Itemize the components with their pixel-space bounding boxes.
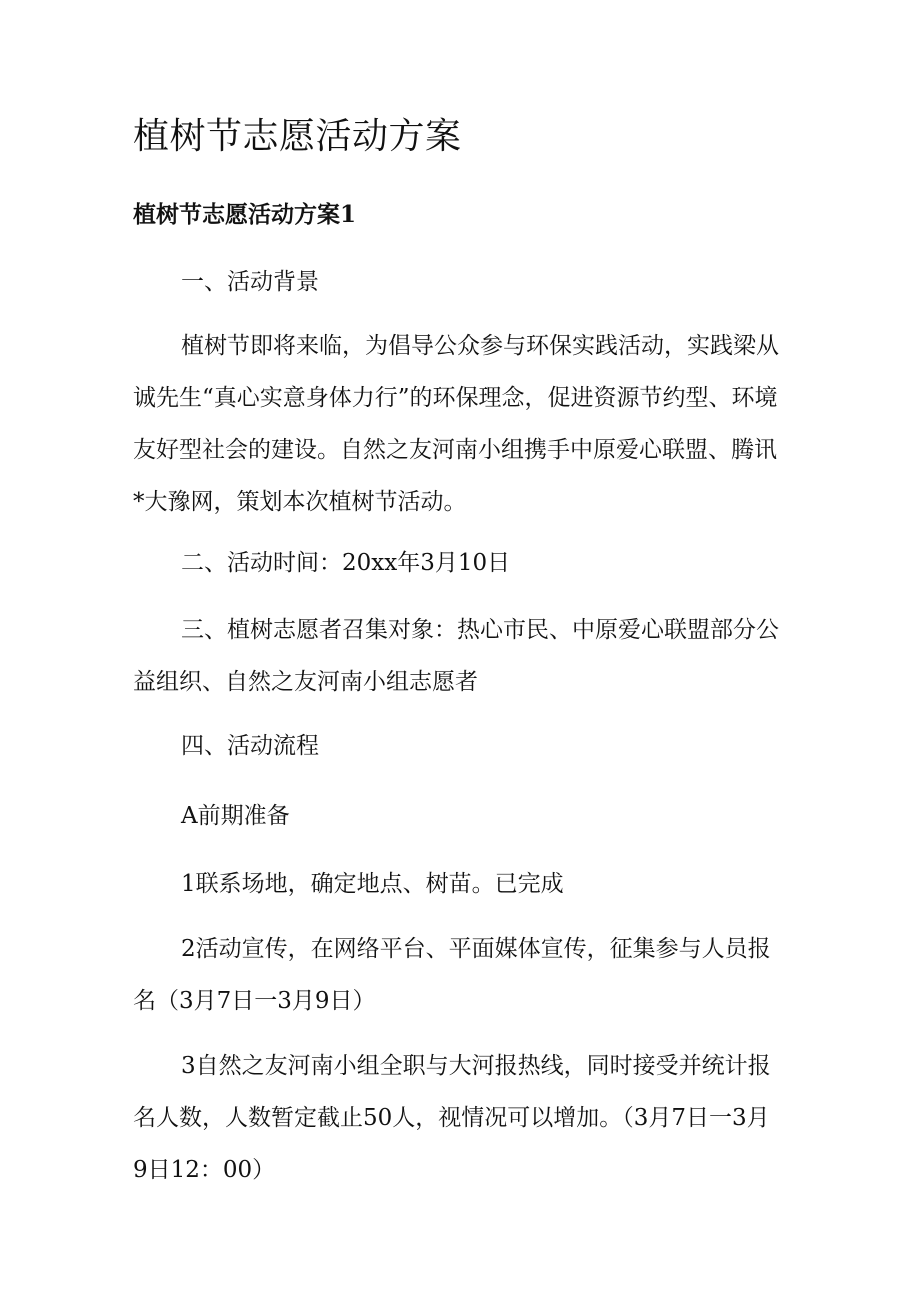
document-subtitle: 植树节志愿活动方案1 bbox=[133, 201, 357, 228]
activity-time-paragraph: 二、活动时间：20xx年3月10日 bbox=[181, 550, 511, 576]
section-heading-background: 一、活动背景 bbox=[181, 269, 319, 295]
list-item-promotion: 2活动宣传，在网络平台、平面媒体宣传，征集参与人员报名（3月7日一3月9日） bbox=[133, 936, 771, 1014]
list-item-registration: 3自然之友河南小组全职与大河报热线，同时接受并统计报名人数，人数暂定截止50人，视情况可以增加。（3月7日一3月9日12：00） bbox=[133, 1053, 771, 1183]
background-paragraph: 植树节即将来临，为倡导公众参与环保实践活动，实践梁从诚先生“真心实意身体力行”的环保理念，促进资源节约型、环境友好型社会的建设。自然之友河南小组携手中原爱心联盟、腾讯*大豫网，策划本次植树节活动。 bbox=[133, 333, 779, 515]
list-item-venue: 1联系场地，确定地点、树苗。已完成 bbox=[181, 871, 564, 897]
document-title: 植树节志愿活动方案 bbox=[133, 116, 462, 157]
volunteer-target-paragraph: 三、植树志愿者召集对象：热心市民、中原爱心联盟部分公益组织、自然之友河南小组志愿者 bbox=[133, 617, 779, 695]
subsection-preparation: A前期准备 bbox=[181, 803, 290, 829]
section-heading-process: 四、活动流程 bbox=[181, 733, 319, 759]
